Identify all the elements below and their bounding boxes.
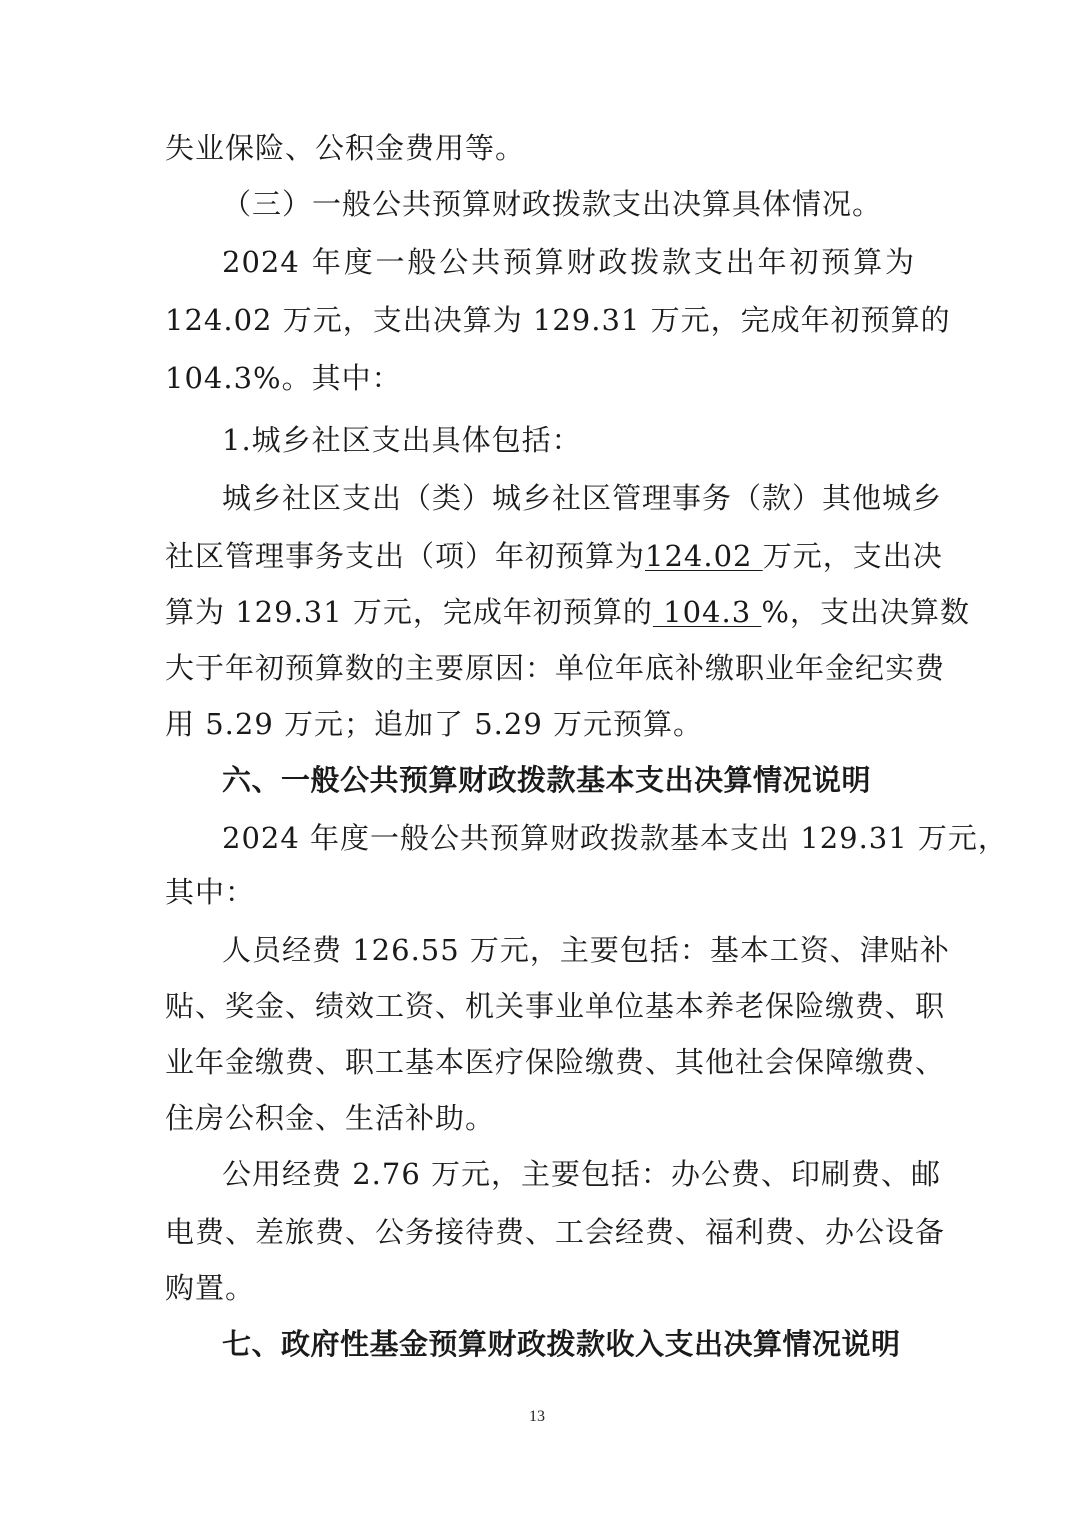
paragraph-line: 2024 年度一般公共预算财政拨款基本支出 129.31 万元， <box>222 821 1008 855</box>
paragraph-line: 用 5.29 万元；追加了 5.29 万元预算。 <box>165 707 704 741</box>
paragraph-line: 城乡社区支出（类）城乡社区管理事务（款）其他城乡 <box>222 481 943 515</box>
paragraph-line: 购置。 <box>165 1271 256 1305</box>
underlined-value: 104.3 <box>652 595 762 629</box>
subsection-heading: （三）一般公共预算财政拨款支出决算具体情况。 <box>222 187 883 221</box>
paragraph-line: 公用经费 2.76 万元，主要包括：办公费、印刷费、邮 <box>222 1157 942 1191</box>
list-item-heading: 1.城乡社区支出具体包括： <box>222 423 582 457</box>
paragraph-line: 人员经费 126.55 万元，主要包括：基本工资、津贴补 <box>222 933 950 967</box>
paragraph-line: 104.3%。其中： <box>165 361 402 395</box>
paragraph-line: 住房公积金、生活补助。 <box>165 1101 496 1135</box>
section-heading: 六、一般公共预算财政拨款基本支出决算情况说明 <box>222 763 872 797</box>
text-segment: 万元，支出决 <box>762 539 943 573</box>
underlined-value: 124.02 <box>645 539 763 573</box>
paragraph-line <box>165 536 943 576</box>
text-segment: 社区管理事务支出（项）年初预算为 <box>165 539 646 573</box>
paragraph-line: 失业保险、公积金费用等。 <box>165 131 526 165</box>
page-number: 13 <box>529 1408 545 1425</box>
paragraph-line: 124.02 万元，支出决算为 129.31 万元，完成年初预算的 <box>165 303 951 337</box>
paragraph-line: 2024 年度一般公共预算财政拨款支出年初预算为 <box>222 245 915 279</box>
paragraph-line: 贴、奖金、绩效工资、机关事业单位基本养老保险缴费、职 <box>165 989 946 1023</box>
section-heading: 七、政府性基金预算财政拨款收入支出决算情况说明 <box>222 1327 901 1361</box>
text-segment: 算为 129.31 万元，完成年初预算的 <box>165 595 653 629</box>
paragraph-line: 电费、差旅费、公务接待费、工会经费、福利费、办公设备 <box>165 1215 946 1249</box>
paragraph-line: 业年金缴费、职工基本医疗保险缴费、其他社会保障缴费、 <box>165 1045 946 1079</box>
paragraph-line: 大于年初预算数的主要原因：单位年底补缴职业年金纪实费 <box>165 651 946 685</box>
text-segment: %，支出决算数 <box>761 595 970 629</box>
paragraph-line: 其中： <box>165 875 256 909</box>
paragraph-line <box>165 592 970 632</box>
